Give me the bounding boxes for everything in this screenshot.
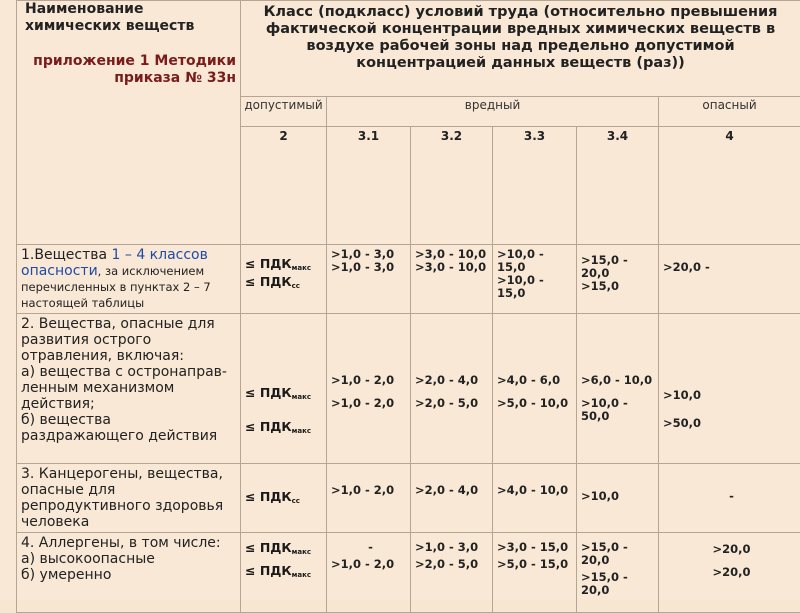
hazard-classes-link: 1 – 4 классов опасности: [21, 247, 208, 279]
value-cell: >3,0 - 15,0 >5,0 - 15,0: [493, 533, 577, 613]
group-harmful: вредный: [327, 97, 659, 127]
value-cell: >10,0 - 15,0 >10,0 - 15,0: [493, 245, 577, 314]
value-cell: >4,0 - 10,0: [493, 464, 577, 533]
table-row: [17, 533, 800, 613]
table-row: [17, 464, 800, 533]
group-permissible: допустимый: [241, 97, 327, 127]
value-cell: >1,0 - 3,0 >2,0 - 5,0: [411, 533, 493, 613]
value-cell: >1,0 - 2,0 >1,0 - 2,0: [327, 314, 411, 464]
code-3-2: 3.2: [411, 127, 493, 245]
value-cell: >6,0 - 10,0 >10,0 - 50,0: [577, 314, 659, 464]
category-cell: 1.Вещества 1 – 4 классов опасности, за исключением перечисленных в пунктах 2 – 7 настоящей таблицы: [17, 245, 241, 314]
table-row: [17, 245, 800, 314]
value-cell: >4,0 - 6,0 >5,0 - 10,0: [493, 314, 577, 464]
class-header: [241, 1, 800, 97]
substance-name-header: [17, 1, 241, 245]
value-cell: -: [659, 464, 800, 533]
value-cell: >2,0 - 4,0 >2,0 - 5,0: [411, 314, 493, 464]
appendix-note: приложение 1 Методики приказа № 33н: [17, 53, 240, 87]
group-dangerous: опасный: [659, 97, 800, 127]
value-cell: >15,0 - 20,0 >15,0: [577, 245, 659, 314]
pdk-cell: ≤ $ПДК_{сс}$: [241, 464, 327, 533]
value-cell: - >1,0 - 2,0: [327, 533, 411, 613]
value-cell: >1,0 - 2,0: [327, 464, 411, 533]
category-cell: 2. Вещества, опасные для развития острого отравления, включая: а) вещества с остронаправ-ленным механизмом действия; б) вещества раздражающего действия: [17, 314, 241, 464]
code-3-1: 3.1: [327, 127, 411, 245]
value-cell: >15,0 - 20,0 >15,0 - 20,0: [577, 533, 659, 613]
value-cell: >3,0 - 10,0 >3,0 - 10,0: [411, 245, 493, 314]
code-3-3: 3.3: [493, 127, 577, 245]
value-cell: >20,0 -: [659, 245, 800, 314]
value-cell: >10,0: [577, 464, 659, 533]
value-cell: >20,0 >20,0: [659, 533, 800, 613]
substance-name-title: Наименование химических веществ: [25, 1, 240, 35]
value-cell: >2,0 - 4,0: [411, 464, 493, 533]
category-cell: 3. Канцерогены, вещества, опасные для репродуктивного здоровья человека: [17, 464, 241, 533]
code-4: 4: [659, 127, 800, 245]
value-cell: >1,0 - 3,0 >1,0 - 3,0: [327, 245, 411, 314]
table-row: [17, 314, 800, 464]
pdk-cell: ≤ $ПДК_{макс}$ ≤ $ПДК_{макс}$: [241, 314, 327, 464]
working-conditions-table: [16, 0, 800, 613]
pdk-cell: ≤ $ПДК_{макс}$ ≤ $ПДК_{макс}$: [241, 533, 327, 613]
value-cell: >10,0 >50,0: [659, 314, 800, 464]
pdk-cell: ≤ $ПДК_{макс}$ ≤ $ПДК_{сс}$: [241, 245, 327, 314]
category-cell: 4. Аллергены, в том числе: а) высокоопасные б) умеренно: [17, 533, 241, 613]
code-2: 2: [241, 127, 327, 245]
class-title: Класс (подкласс) условий труда (относительно превышения фактической концентрации вредных химических веществ в воздухе рабочей зоны над предельно допустимой концентрацией данных веществ (раз)): [241, 1, 800, 72]
code-3-4: 3.4: [577, 127, 659, 245]
